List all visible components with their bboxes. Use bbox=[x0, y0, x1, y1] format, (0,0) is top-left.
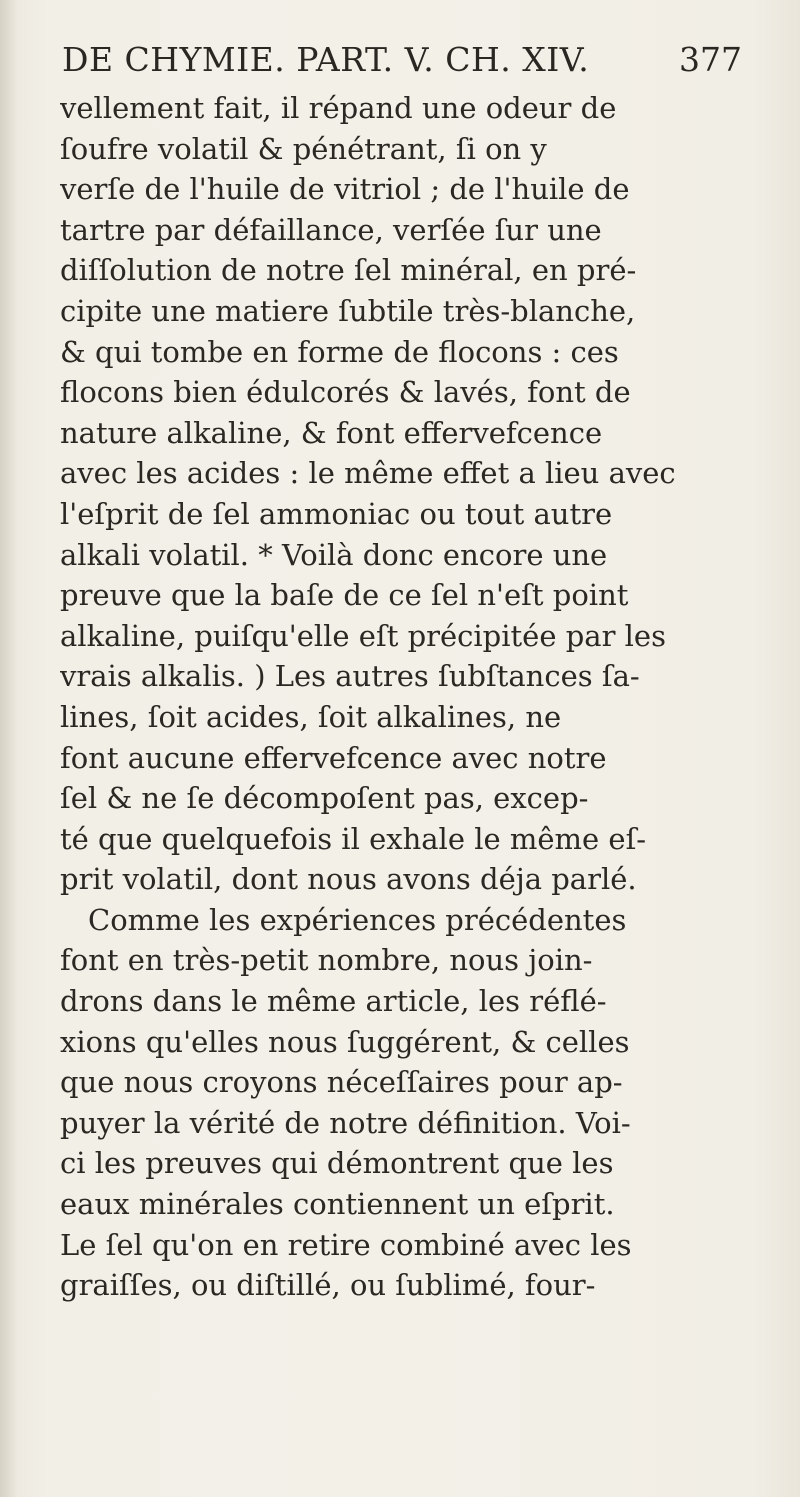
page-number: 377 bbox=[679, 40, 742, 79]
text-line: & qui tombe en forme de flocons : ces bbox=[60, 334, 619, 369]
text-line: Le ſel qu'on en retire combiné avec les bbox=[60, 1227, 632, 1262]
text-line: prit volatil, dont nous avons déja parlé. bbox=[60, 862, 637, 897]
text-line: preuve que la baſe de ce ſel n'eſt point bbox=[60, 578, 629, 613]
text-line: diſſolution de notre ſel minéral, en pré- bbox=[60, 253, 637, 288]
text-line: vrais alkalis. ) Les autres ſubſtances ſa- bbox=[60, 659, 640, 694]
text-line: font aucune effervefcence avec notre bbox=[60, 740, 607, 775]
text-line: eaux minérales contiennent un eſprit. bbox=[60, 1187, 615, 1222]
page-header bbox=[62, 40, 752, 90]
text-line: graiſſes, ou diſtillé, ou ſublimé, four- bbox=[60, 1268, 596, 1303]
text-line: ci les preuves qui démontrent que les bbox=[60, 1146, 614, 1181]
text-line: cipite une matiere ſubtile très-blanche, bbox=[60, 293, 636, 328]
text-line: Comme les expériences précédentes bbox=[88, 902, 627, 937]
text-line: alkaline, puiſqu'elle eſt précipitée par les bbox=[60, 618, 666, 653]
text-line: puyer la vérité de notre définition. Voi- bbox=[60, 1105, 631, 1140]
page-gutter-shadow bbox=[0, 0, 18, 1497]
text-line: avec les acides : le même effet a lieu avec bbox=[60, 456, 676, 491]
text-line: té que quelquefois il exhale le même eſ- bbox=[60, 821, 647, 856]
text-line: que nous croyons néceſſaires pour ap- bbox=[60, 1065, 623, 1100]
running-title: DE CHYMIE. PART. V. CH. XIV. bbox=[62, 40, 590, 79]
text-line: ſoufre volatil & pénétrant, ſi on y bbox=[60, 131, 547, 166]
text-line: drons dans le même article, les réflé- bbox=[60, 984, 607, 1019]
text-line: lines, ſoit acides, ſoit alkalines, ne bbox=[60, 699, 562, 734]
text-line: nature alkaline, & font effervefcence bbox=[60, 415, 603, 450]
text-line: alkali volatil. * Voilà donc encore une bbox=[60, 537, 608, 572]
text-line: verſe de l'huile de vitriol ; de l'huile de bbox=[60, 172, 630, 207]
body-text bbox=[60, 88, 780, 1306]
text-line: l'eſprit de ſel ammoniac ou tout autre bbox=[60, 496, 613, 531]
text-line: font en très-petit nombre, nous join- bbox=[60, 943, 593, 978]
text-line: xions qu'elles nous ſuggérent, & celles bbox=[60, 1024, 630, 1059]
text-line: tartre par défaillance, verſée ſur une bbox=[60, 212, 602, 247]
text-line: vellement fait, il répand une odeur de bbox=[60, 91, 617, 125]
text-line: flocons bien édulcorés & lavés, font de bbox=[60, 375, 631, 410]
text-line: ſel & ne ſe décompoſent pas, excep- bbox=[60, 781, 589, 816]
